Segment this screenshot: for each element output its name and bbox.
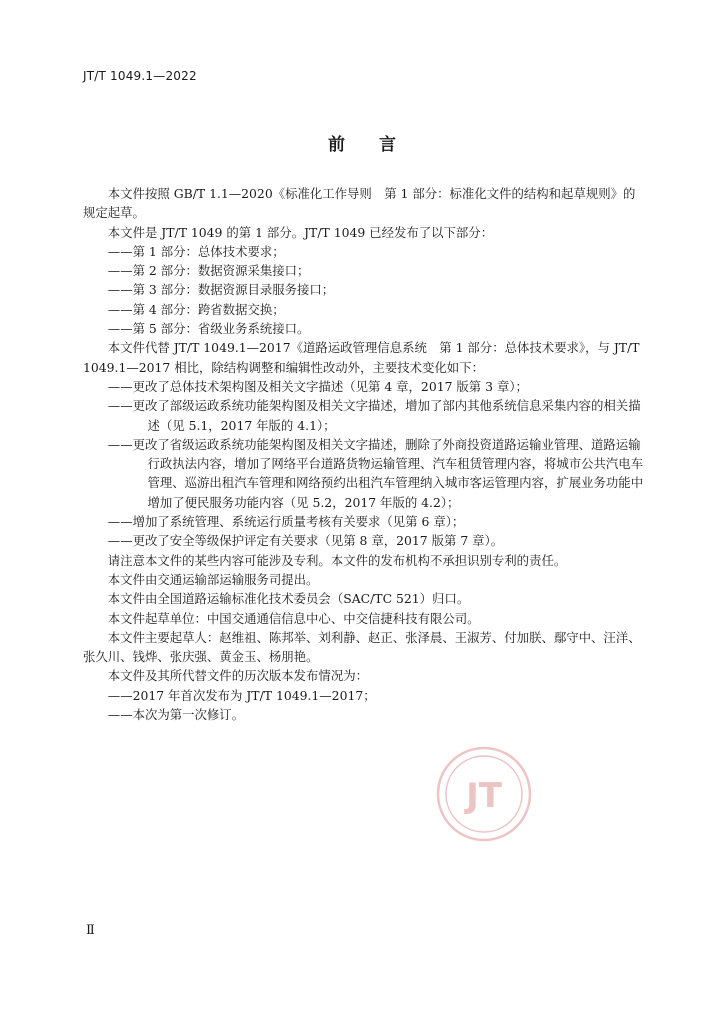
title-char-1: 前 bbox=[328, 135, 345, 155]
document-body bbox=[83, 184, 645, 724]
list-item-part: ——第 2 部分：数据资源采集接口； bbox=[107, 263, 310, 279]
list-item-part: ——第 4 部分：跨省数据交换； bbox=[107, 301, 285, 317]
list-item-part: ——第 5 部分：省级业务系统接口。 bbox=[107, 321, 310, 337]
page-number: Ⅱ bbox=[86, 923, 95, 938]
list-item-change: ——更改了总体技术架构图及相关文字描述（见第 4 章，2017 版第 3 章）； bbox=[107, 378, 528, 394]
jt-watermark-seal bbox=[434, 744, 534, 844]
list-item-change: ——增加了系统管理、系统运行质量考核有关要求（见第 6 章）； bbox=[107, 514, 465, 530]
paragraph-committee: 本文件由全国道路运输标准化技术委员会（SAC/TC 521）归口。 bbox=[107, 591, 470, 607]
list-item-change: ——更改了部级运政系统功能架构图及相关文字描述，增加了部内其他系统信息采集内容的相关描述（见 5.1，2017 年版的 4.1）； bbox=[107, 398, 641, 433]
paragraph-history-intro: 本文件及其所代替文件的历次版本发布情况为： bbox=[107, 668, 368, 684]
paragraph-drafters: 本文件主要起草人：赵维祖、陈邦举、刘利静、赵正、张泽晨、王淑芳、付加朕、鄢守中、汪洋、张久川、钱烨、张庆强、黄金玉、杨朋艳。 bbox=[83, 629, 641, 665]
paragraph-drafting-basis: 本文件按照 GB/T 1.1—2020《标准化工作导则 第 1 部分：标准化文件的结构和起草规则》的规定起草。 bbox=[83, 186, 636, 221]
paragraph-proposer: 本文件由交通运输部运输服务司提出。 bbox=[107, 571, 319, 587]
document-code: JT/T 1049.1—2022 bbox=[83, 69, 197, 83]
list-item-part: ——第 1 部分：总体技术要求； bbox=[107, 243, 285, 259]
paragraph-drafting-units: 本文件起草单位：中国交通通信信息中心、中交信捷科技有限公司。 bbox=[107, 610, 480, 626]
list-item-history: ——2017 年首次发布为 JT/T 1049.1—2017； bbox=[107, 687, 376, 703]
title-char-2: 言 bbox=[379, 135, 396, 155]
list-item-history: ——本次为第一次修订。 bbox=[107, 707, 245, 723]
page-title bbox=[0, 130, 724, 155]
seal-text: JT bbox=[466, 776, 502, 816]
list-item-part: ——第 3 部分：数据资源目录服务接口； bbox=[107, 282, 335, 298]
list-item-change: ——更改了安全等级保护评定有关要求（见第 8 章，2017 版第 7 章）。 bbox=[107, 533, 504, 549]
list-item-change: ——更改了省级运政系统功能架构图及相关文字描述，删除了外商投资道路运输业管理、道路运输行政执法内容，增加了网络平台道路货物运输管理、汽车租赁管理内容，将城市公共汽电车管理、巡游出租汽车管理和网络预约出租汽车管理纳入城市客运管理内容，扩展业务功能中增加了便民服务功能内容（见 5.2，2017 年版的 4.2）； bbox=[107, 436, 644, 510]
paragraph-patent-notice: 请注意本文件的某些内容可能涉及专利。本文件的发布机构不承担识别专利的责任。 bbox=[107, 552, 567, 568]
paragraph-replacement: 本文件代替 JT/T 1049.1—2017《道路运政管理信息系统 第 1 部分：总体技术要求》，与 JT/T 1049.1—2017 相比，除结构调整和编辑性改动外，主要技术变化如下： bbox=[83, 340, 640, 375]
paragraph-parts-intro: 本文件是 JT/T 1049 的第 1 部分。JT/T 1049 已经发布了以下部分： bbox=[107, 224, 494, 240]
